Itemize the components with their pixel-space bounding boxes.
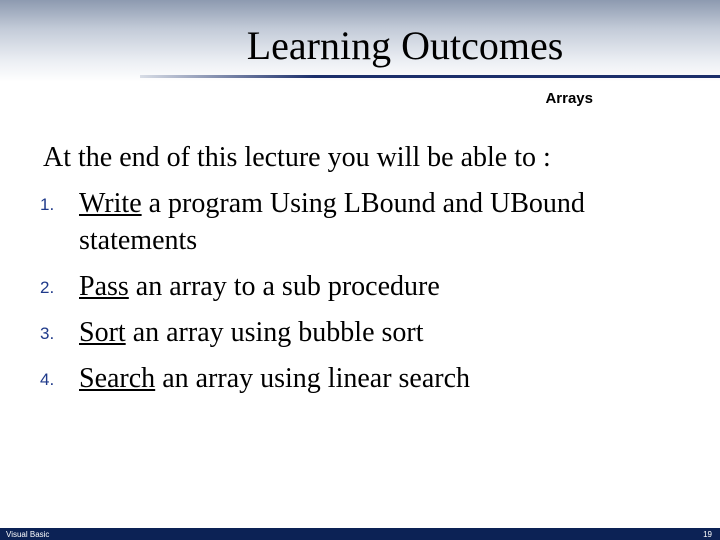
outcome-text: a program Using LBound and UBound statements xyxy=(79,188,585,256)
title-underline-rule xyxy=(140,75,720,78)
slide-subtitle: Arrays xyxy=(545,90,593,107)
outcome-verb: Write xyxy=(79,188,142,219)
footer-bar xyxy=(0,528,720,540)
outcome-number: 2. xyxy=(40,278,55,297)
outcome-text: an array using linear search xyxy=(155,363,471,394)
outcome-item-3 xyxy=(40,314,660,351)
outcome-verb: Sort xyxy=(79,317,126,348)
outcome-number: 4. xyxy=(40,370,55,389)
intro-text: At the end of this lecture you will be able to : xyxy=(43,142,551,173)
outcome-text: an array using bubble sort xyxy=(125,317,424,348)
outcome-item-2 xyxy=(40,268,660,305)
outcomes-list xyxy=(40,185,660,406)
outcome-verb: Pass xyxy=(79,271,129,302)
outcome-verb: Search xyxy=(79,363,156,394)
slide-title: Learning Outcomes xyxy=(246,23,564,68)
outcome-item-4 xyxy=(40,360,660,397)
outcome-number: 3. xyxy=(40,324,55,343)
footer-page-number: 19 xyxy=(703,530,712,539)
footer-course-label: Visual Basic xyxy=(6,530,50,539)
outcome-number: 1. xyxy=(40,195,55,214)
outcome-item-1 xyxy=(40,185,660,259)
outcome-text: an array to a sub procedure xyxy=(128,271,440,302)
